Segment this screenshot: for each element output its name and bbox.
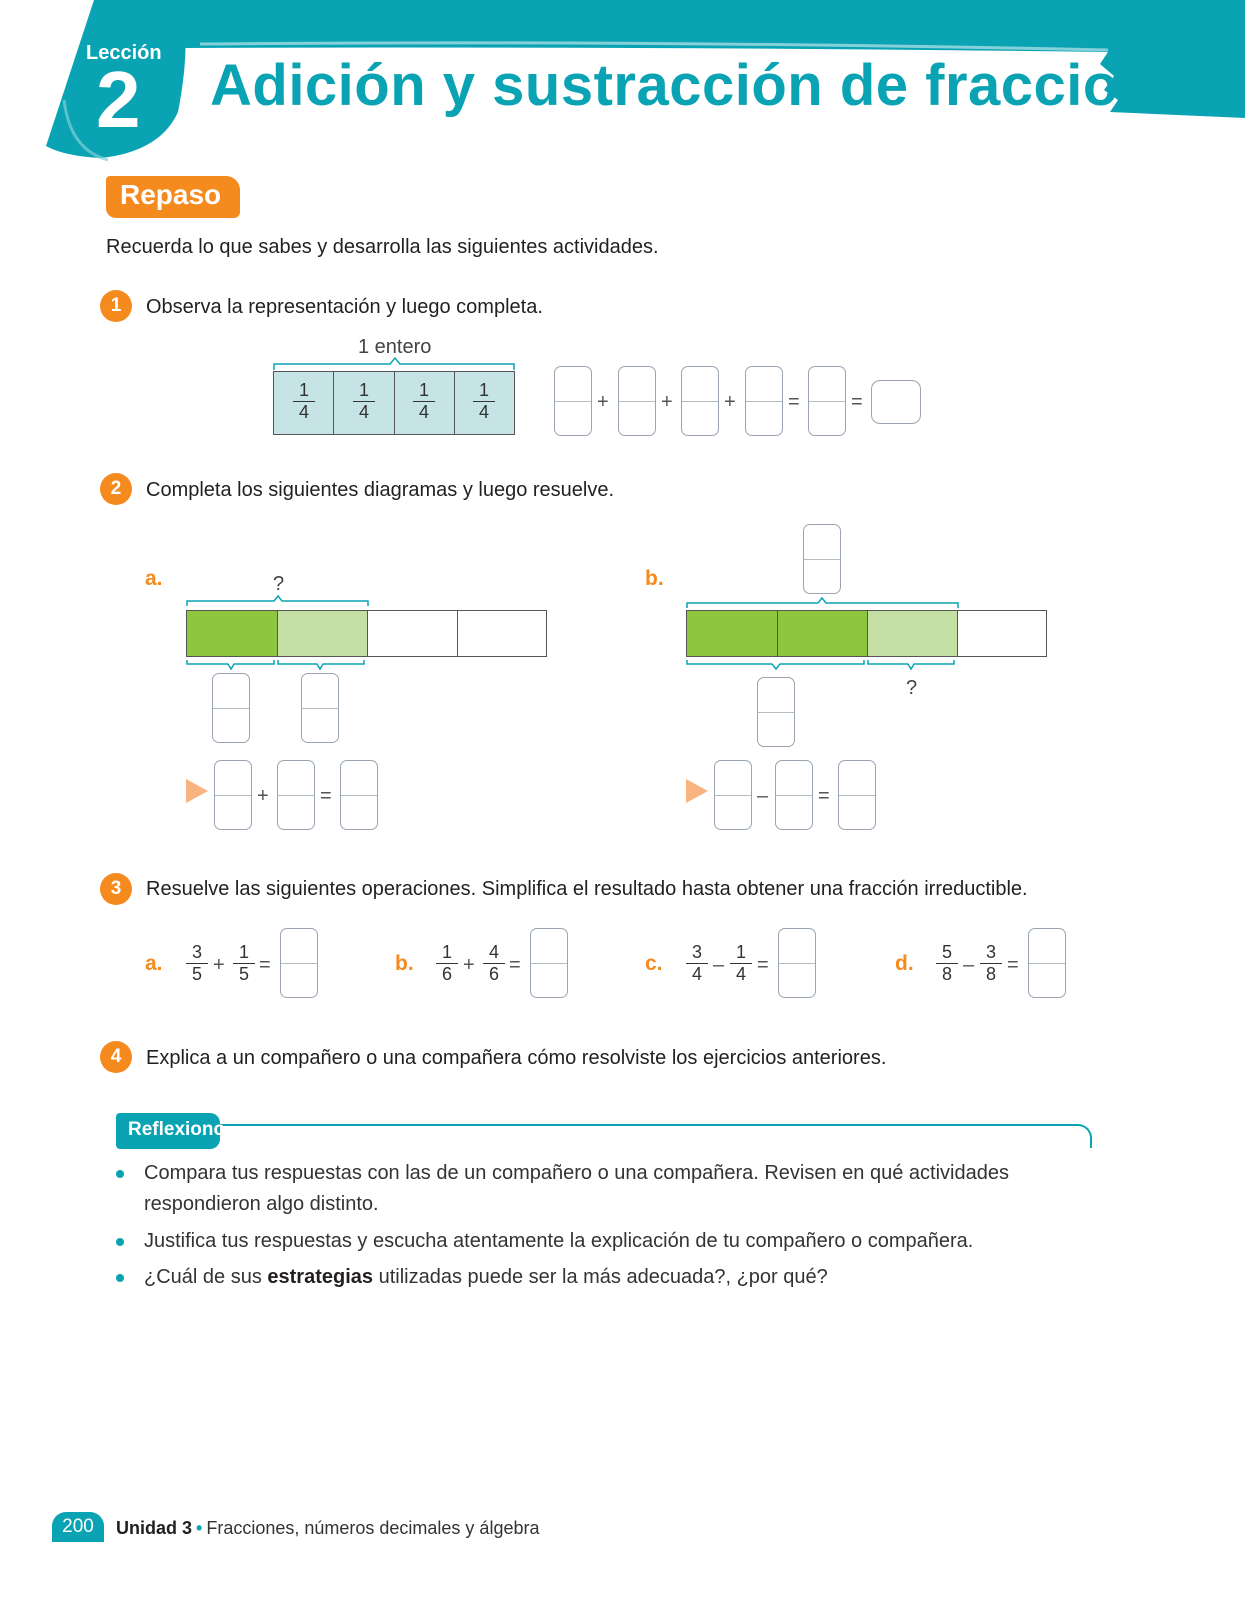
answer-fraction-box[interactable] — [775, 760, 813, 830]
question-4-number: 4 — [100, 1041, 132, 1073]
fraction-operand: $\frac{1}{4}$ — [730, 943, 752, 984]
footer-unit: Unidad 3 • Fracciones, números decimales y álgebra — [116, 1518, 540, 1538]
reflexiono-item-2: Justifica tus respuestas y escucha atentamente la explicación de tu compañero o compañera. — [144, 1230, 974, 1252]
play-arrow-icon — [686, 779, 708, 803]
question-3-number: 3 — [100, 873, 132, 905]
fraction-operand: $\frac{4}{6}$ — [483, 943, 505, 984]
fraction-operand: $\frac{5}{8}$ — [936, 943, 958, 984]
lesson-word: Lección — [86, 42, 162, 64]
question-4-text: Explica a un compañero o una compañera cómo resolviste los ejercicios anteriores. — [146, 1047, 887, 1069]
equals-sign: = — [320, 785, 332, 807]
answer-fraction-box[interactable] — [214, 760, 252, 830]
reflexiono-label: Reflexiono — [116, 1113, 220, 1149]
bar-diagram-a — [186, 610, 547, 657]
plus-sign: + — [597, 391, 609, 413]
answer-fraction-box[interactable] — [778, 928, 816, 998]
bottom-braces — [686, 658, 962, 672]
fraction-operand: $\frac{3}{4}$ — [686, 943, 708, 984]
whole-brace — [272, 356, 518, 372]
unknown-mark: ? — [273, 573, 285, 595]
equals-sign: = — [851, 391, 863, 413]
answer-fraction-box[interactable] — [1028, 928, 1066, 998]
reflexiono-divider — [216, 1124, 1092, 1148]
equals-sign: = — [259, 954, 271, 976]
fraction-operand: $\frac{3}{5}$ — [186, 943, 208, 984]
equals-sign: = — [509, 954, 521, 976]
plus-sign: + — [661, 391, 673, 413]
item-b-letter: b. — [645, 567, 664, 590]
operator-sign: – — [963, 954, 975, 976]
cell-fraction: $\frac{1}{4}$ — [413, 381, 435, 422]
question-2-number: 2 — [100, 473, 132, 505]
equals-sign: = — [1007, 954, 1019, 976]
item-d-letter: d. — [895, 952, 914, 975]
play-arrow-icon — [186, 779, 208, 803]
answer-whole-box[interactable] — [871, 380, 921, 424]
part-fraction-box[interactable] — [757, 677, 795, 747]
item-a-letter: a. — [145, 952, 163, 975]
answer-fraction-box[interactable] — [554, 366, 592, 436]
item-b-letter: b. — [395, 952, 414, 975]
answer-fraction-box[interactable] — [681, 366, 719, 436]
unknown-mark: ? — [906, 677, 918, 699]
fraction-operand: $\frac{3}{8}$ — [980, 943, 1002, 984]
cell-fraction: $\frac{1}{4}$ — [473, 381, 495, 422]
answer-fraction-box[interactable] — [277, 760, 315, 830]
reflexiono-item-3: ¿Cuál de sus estrategias utilizadas puede ser la más adecuada?, ¿por qué? — [144, 1266, 828, 1288]
part-fraction-box[interactable] — [301, 673, 339, 743]
fraction-operand: $\frac{1}{5}$ — [233, 943, 255, 984]
page-number: 200 — [52, 1512, 104, 1542]
question-3-text: Resuelve las siguientes operaciones. Simplifica el resultado hasta obtener una fracción irreductible. — [146, 878, 1028, 900]
bullet-icon — [116, 1238, 124, 1246]
bullet-icon — [116, 1170, 124, 1178]
plus-sign: + — [724, 391, 736, 413]
lesson-number: 2 — [96, 55, 141, 144]
answer-fraction-box[interactable] — [714, 760, 752, 830]
cell-fraction: $\frac{1}{4}$ — [353, 381, 375, 422]
whole-label: 1 entero — [358, 336, 432, 358]
answer-fraction-box[interactable] — [808, 366, 846, 436]
fraction-operand: $\frac{1}{6}$ — [436, 943, 458, 984]
repaso-label: Repaso — [106, 176, 240, 218]
reflexiono-item-1: Compara tus respuestas con las de un compañero o una compañera. Revisen en qué actividades respondieron algo distinto. — [144, 1162, 1009, 1215]
answer-fraction-box[interactable] — [618, 366, 656, 436]
bottom-braces — [186, 658, 372, 672]
question-1-number: 1 — [100, 290, 132, 322]
operator-sign: – — [713, 954, 725, 976]
question-2-text: Completa los siguientes diagramas y luego resuelve. — [146, 479, 615, 501]
total-fraction-box[interactable] — [803, 524, 841, 594]
answer-fraction-box[interactable] — [340, 760, 378, 830]
top-brace — [686, 596, 962, 610]
answer-fraction-box[interactable] — [530, 928, 568, 998]
operator-sign: + — [463, 954, 475, 976]
cell-fraction: $\frac{1}{4}$ — [293, 381, 315, 422]
question-1-text: Observa la representación y luego completa. — [146, 296, 543, 318]
part-fraction-box[interactable] — [212, 673, 250, 743]
bullet-icon — [116, 1274, 124, 1282]
item-a-letter: a. — [145, 567, 163, 590]
bar-diagram-b — [686, 610, 1047, 657]
equals-sign: = — [757, 954, 769, 976]
operator-sign: + — [213, 954, 225, 976]
plus-sign: + — [257, 785, 269, 807]
answer-fraction-box[interactable] — [280, 928, 318, 998]
item-c-letter: c. — [645, 952, 663, 975]
page-title: Adición y sustracción de fracciones — [210, 53, 1221, 118]
intro-text: Recuerda lo que sabes y desarrolla las siguientes actividades. — [106, 236, 659, 258]
equals-sign: = — [818, 785, 830, 807]
answer-fraction-box[interactable] — [838, 760, 876, 830]
answer-fraction-box[interactable] — [745, 366, 783, 436]
top-brace — [186, 594, 372, 608]
minus-sign: – — [757, 785, 769, 807]
equals-sign: = — [788, 391, 800, 413]
